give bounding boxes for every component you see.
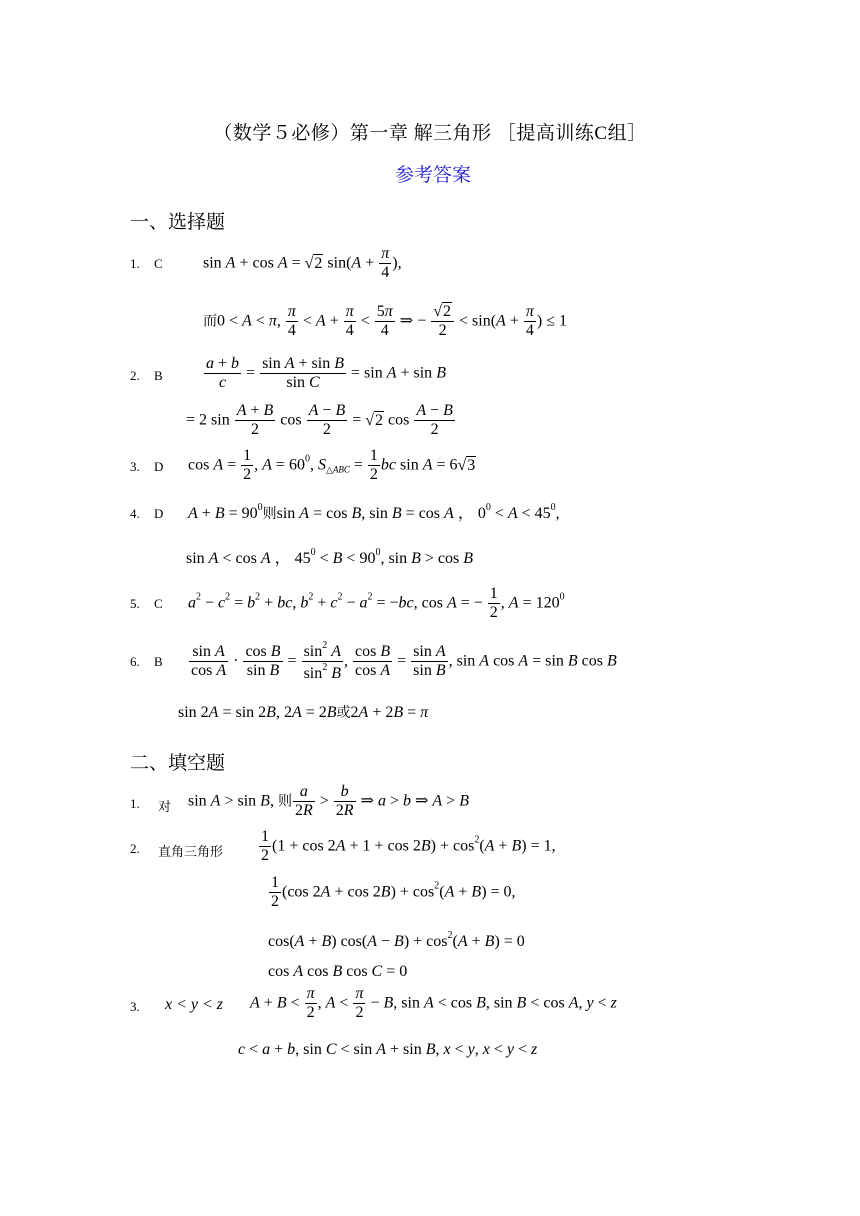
fill-item-answer: 对 [158,799,172,814]
choice-item-answer: B [154,654,163,669]
solution-formula: A + B < $\frac{\pi}{2}$ , A < $\frac{\pi}{2}$ − B, sin A < cos B, sin B < cos A, y < z [250,985,617,1022]
solution-word: 则 [277,793,292,810]
choice-item-number: 6. [130,654,140,669]
solution-formula: $A + B = 90^0$则sin A = cos B, sin B = cos A ， $0^0 < A < 45^0$, [188,502,560,522]
solution-formula: $\frac{1}{2}$ $(1 + \cos 2A + 1 + \cos 2B) + \cos^2(A + B) = 1$, [261,828,556,865]
fill-item-number: 1. [130,796,140,811]
solution-formula: $\frac{\text{sin A}}{\text{cos A}}$ · $\frac{\text{cos B}}{\text{sin B}}$ = $\frac{\sin^2 A}{\sin^2 B}$ , $\frac{\text{cos B}}{\text{cos A}}$ = $\frac{\text{sin A}}{\text{sin B}}$ , sin A cos A = sin B cos B [191,640,617,683]
choice-item-number: 3. [130,459,140,474]
fill-item-number: 2. [130,841,140,856]
solution-word: 而 [203,313,217,330]
choice-item-number: 1. [130,256,140,271]
choice-item-number: 2. [130,368,140,383]
solution-formula: cos A cos B cos C = 0 [268,963,408,980]
solution-formula: $\frac{1}{2}$ (cos $2A + \cos 2B) + \cos^2(A + B) = 0$, [271,874,516,911]
solution-formula: c < a + b, sin C < sin A + sin B, x < y, x < y < z [238,1041,538,1058]
solution-formula: $\frac{a + b}{c}$ = $\frac{\text{sin A + sin B}}{\text{sin C}}$ = sin A + sin B [206,355,446,392]
solution-formula: = 2 sin $\frac{A + B}{2}$ cos $\frac{A - B}{2}$ = √2 cos $\frac{A - B}{2}$ [186,402,453,439]
page-title: （数学５必修）第一章 解三角形 ［提高训练C组］ [213,123,647,144]
solution-formula: cos(A + B) $\cos(A - B) + \cos^2(A + B) = 0$ [268,930,525,950]
fill-item-answer: 直角三角形 [158,844,224,859]
solution-word: 或 [336,705,351,721]
solution-formula: sin A + cos A = √2 sin(A + $\frac{\pi}{4}$ ), [203,245,402,282]
solution-formula: sin A < cos A ， $45^0 < B < 90^0$, sin B > cos B [186,547,474,567]
choice-item-answer: C [154,256,163,271]
solution-formula: sin 2A = sin 2B, 2A = 2B或2A + 2B = π [178,704,429,721]
solution-formula: sin A > sin B, 则 $\frac{a}{2R}$ > $\frac{b}{2R}$ ⇒ a > b ⇒ A > B [188,783,469,820]
choice-section-heading: 一、选择题 [130,212,226,233]
choice-item-answer: D [154,506,164,521]
solution-word: 则 [262,506,277,522]
fill-item-answer: x < y < z [165,996,224,1013]
choice-item-answer: D [154,459,164,474]
solution-formula: cos A = $\frac{1}{2}$ , $A = 60^0$, $S_{\triangle ABC}$ = $\frac{1}{2}$ bc sin A = 6√3 [188,447,476,484]
solution-formula: $a^2 - c^2 = b^2$ + bc, $b^2 + c^2 - a^2 = -bc$, cos A = − $\frac{1}{2}$ , $A = 120^0$ [188,585,565,622]
choice-item-number: 4. [130,506,140,521]
fill-item-number: 3. [130,999,140,1014]
choice-item-number: 5. [130,596,140,611]
choice-item-answer: C [154,596,163,611]
solution-formula: 而0 < A < π, $\frac{\pi}{4}$ < A + $\frac{\pi}{4}$ < $\frac{5\pi}{4}$ ⇒ − $\frac{√2}{2}$ < sin(A + $\frac{\pi}{4}$ ) ≤ 1 [203,303,567,340]
page-subtitle: 参考答案 [394,165,471,186]
choice-item-answer: B [154,368,163,383]
fill-section-heading: 二、填空题 [130,753,226,774]
